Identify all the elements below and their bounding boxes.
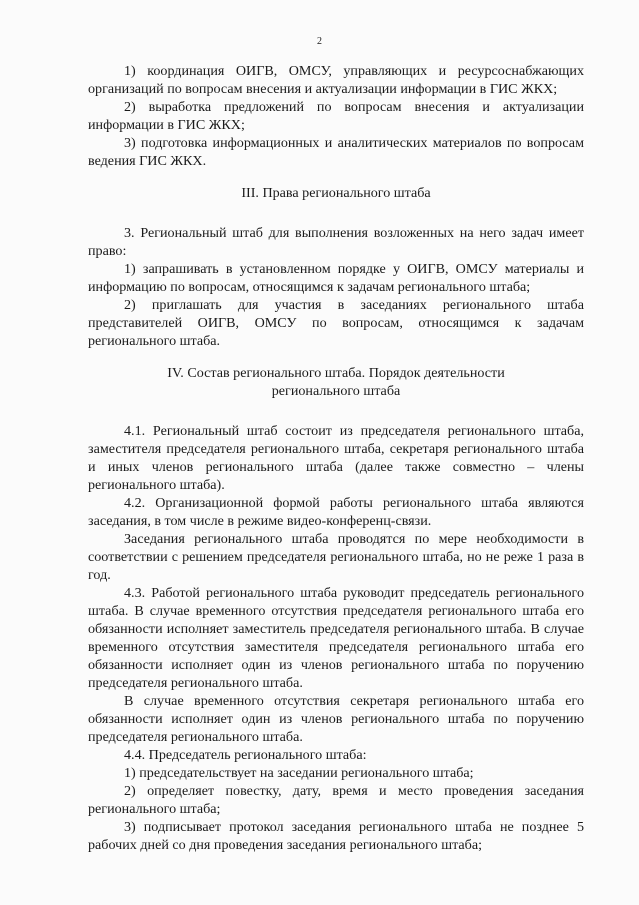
spacer [88,170,584,184]
section-4-heading-line-1: IV. Состав регионального штаба. Порядок деятельности [167,365,505,381]
spacer [88,202,584,224]
paragraph-meetings: Заседания регионального штаба проводятся по мере необходимости в соответствии с решением председателя регионального штаба, но не реже 1 раза в год. [88,531,584,583]
paragraph-chair-duty-3: 3) подписывает протокол заседания регионального штаба не позднее 5 рабочих дней со дня проведения заседания регионального штаба; [88,819,584,853]
page-number: 2 [317,36,322,47]
paragraph-task-1: 1) координация ОИГВ, ОМСУ, управляющих и ресурсоснабжающих организаций по вопросам внесения и актуализации информации в ГИС ЖКХ; [88,63,584,97]
paragraph-task-3: 3) подготовка информационных и аналитических материалов по вопросам ведения ГИС ЖКХ. [88,135,584,169]
spacer [88,350,584,364]
paragraph-right-1: 1) запрашивать в установленном порядке у ОИГВ, ОМСУ материалы и информацию по вопросам, относящимся к задачам регионального штаба; [88,261,584,295]
spacer [88,400,584,422]
section-3-heading: III. Права регионального штаба [241,185,431,201]
paragraph-task-2: 2) выработка предложений по вопросам внесения и актуализации информации в ГИС ЖКХ; [88,99,584,133]
paragraph-chair-duty-1: 1) председательствует на заседании регионального штаба; [124,765,474,781]
paragraph-4-2: 4.2. Организационной формой работы регионального штаба являются заседания, в том числе в режиме видео-конференц-связи. [88,495,584,529]
section-4-heading-line-2: регионального штаба [271,383,401,399]
paragraph-right-2: 2) приглашать для участия в заседаниях регионального штаба представителей ОИГВ, ОМСУ по вопросам, относящимся к задачам регионального штаба. [88,297,584,349]
paragraph-rights-intro: 3. Региональный штаб для выполнения возложенных на него задач имеет право: [88,225,584,259]
paragraph-4-3: 4.3. Работой регионального штаба руководит председатель регионального штаба. В случае временного отсутствия председателя регионального штаба его обязанности исполняет заместитель председателя регионального штаба. В случае временного отсутствия заместителя председателя регионального штаба его обязанности исполняет один из членов регионального штаба по поручению председателя регионального штаба. [88,585,584,691]
paragraph-secretary-absence: В случае временного отсутствия секретаря регионального штаба его обязанности исполняет один из членов регионального штаба по поручению председателя регионального штаба. [88,693,584,745]
paragraph-4-1: 4.1. Региональный штаб состоит из председателя регионального штаба, заместителя председателя регионального штаба, секретаря регионального штаба и иных членов регионального штаба (далее также совместно – члены регионального штаба). [88,423,584,493]
paragraph-4-4: 4.4. Председатель регионального штаба: [124,747,367,763]
paragraph-chair-duty-2: 2) определяет повестку, дату, время и место проведения заседания регионального штаба; [88,783,584,817]
document-body [88,62,584,854]
